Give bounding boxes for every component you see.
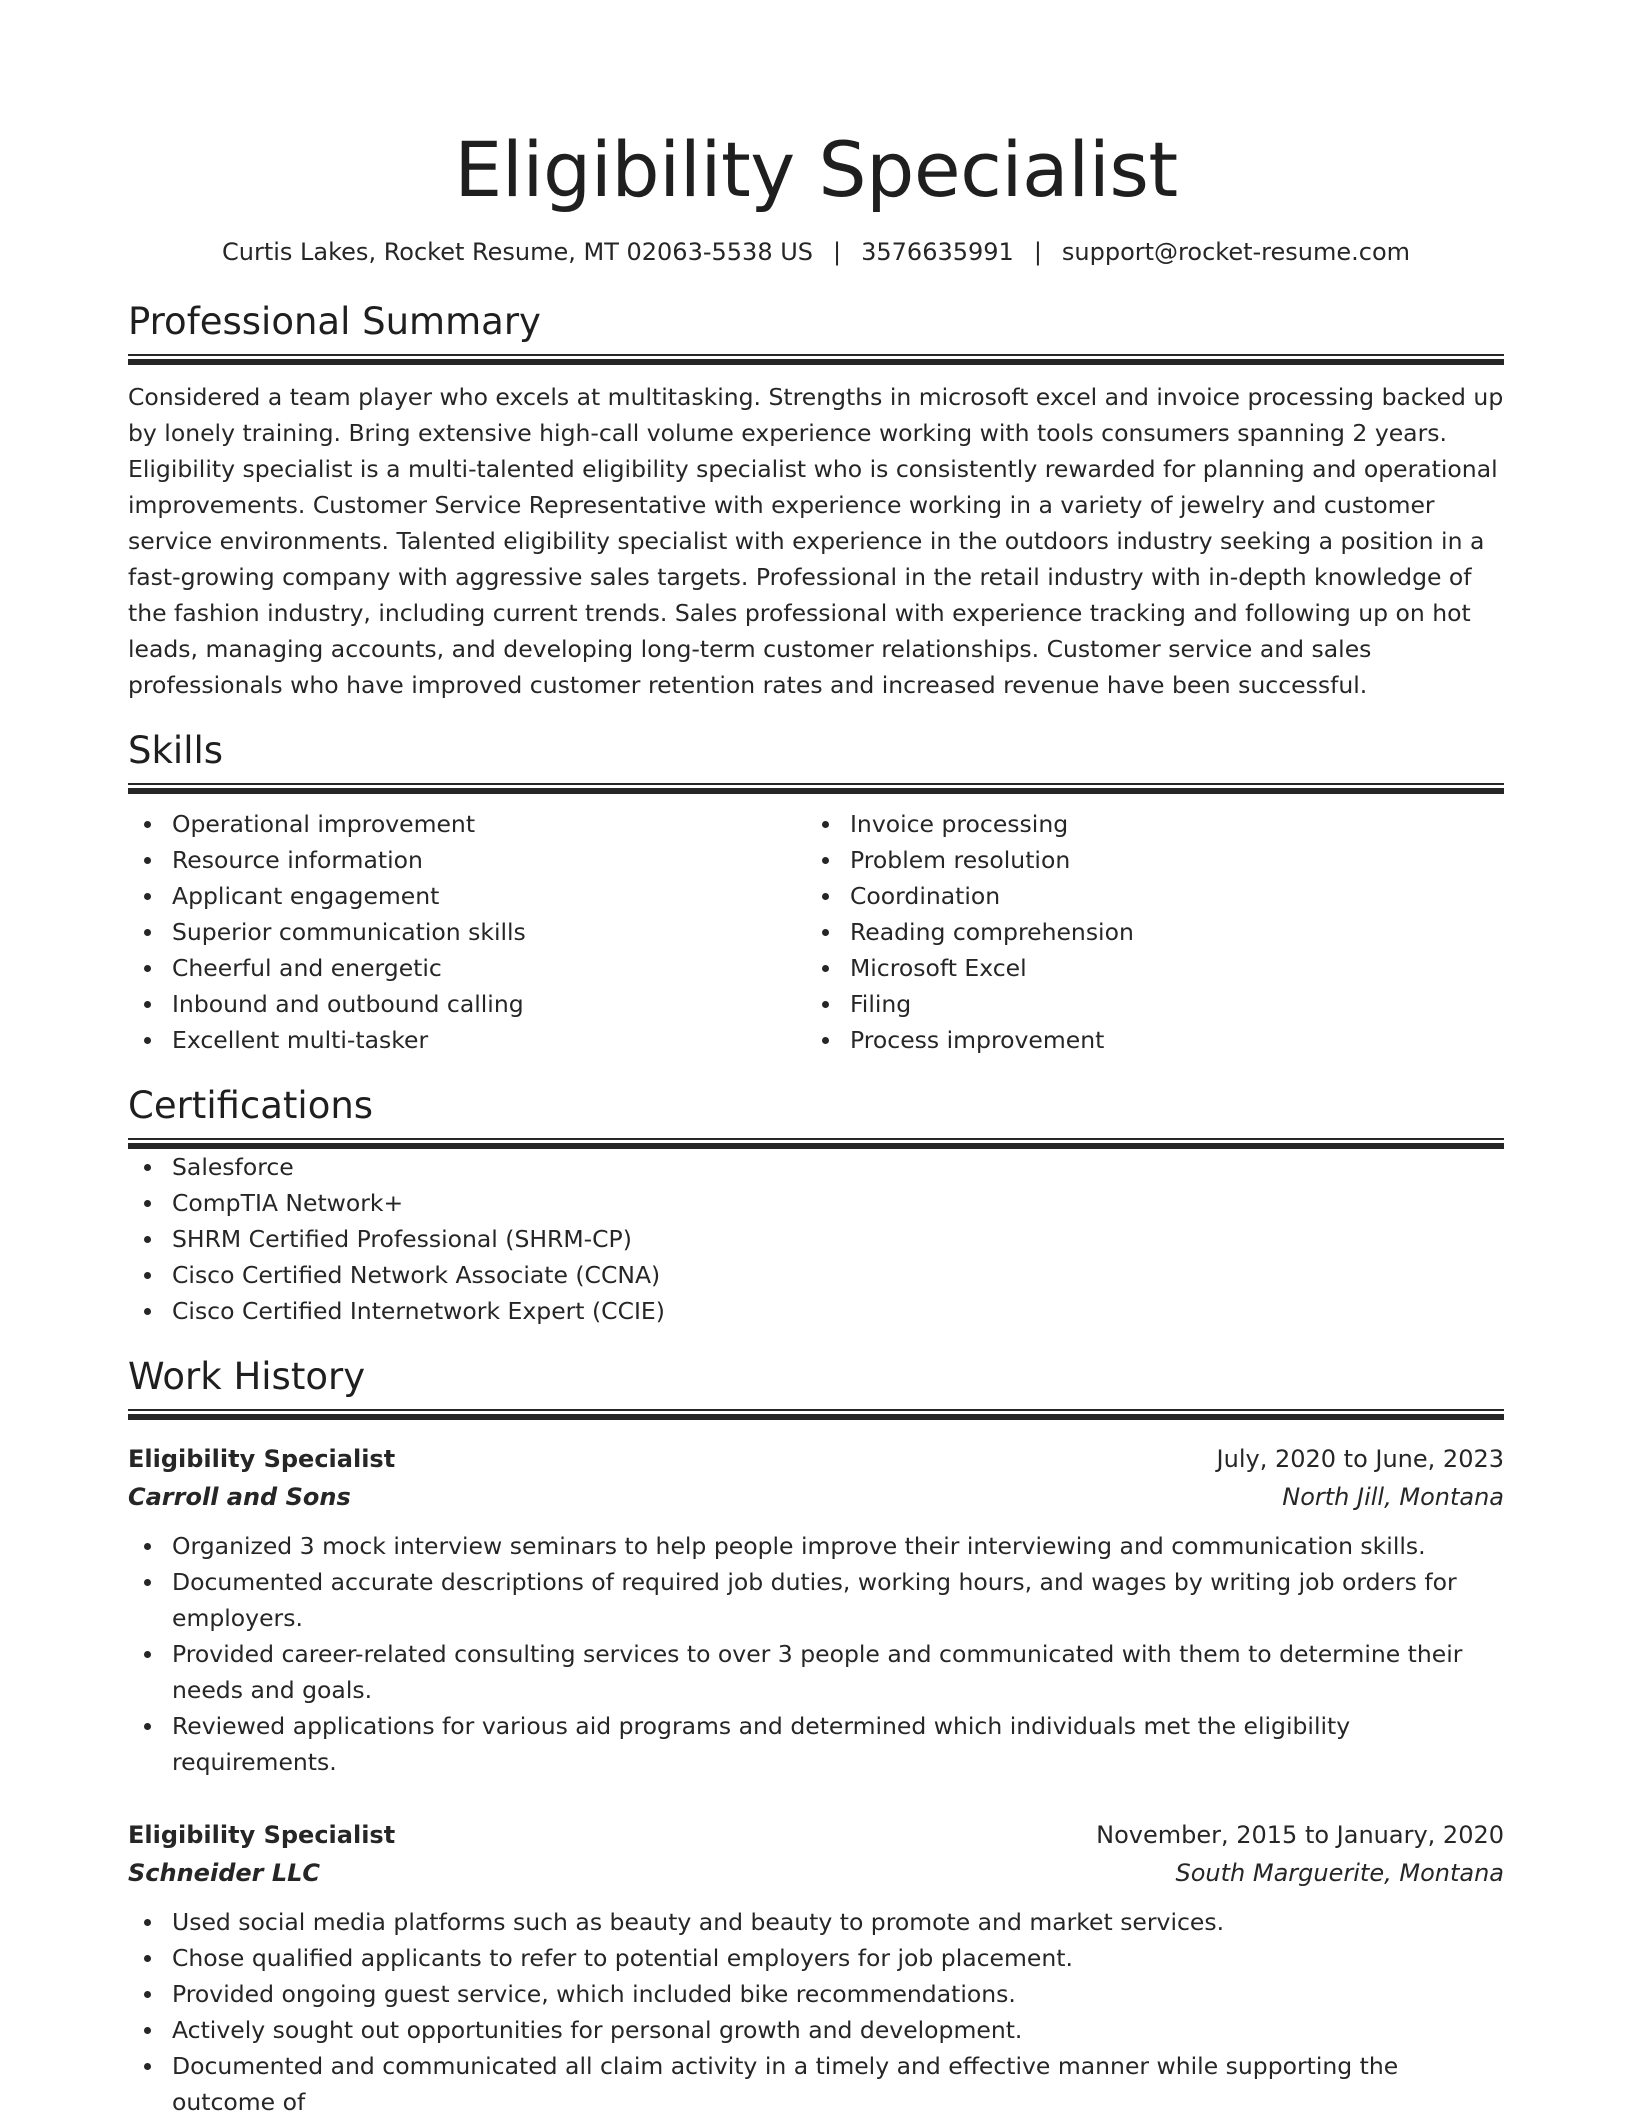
job-duty-item: Documented accurate descriptions of required job duties, working hours, and wages by writing job orders for employers. xyxy=(128,1564,1504,1636)
contact-separator: | xyxy=(1033,238,1042,266)
job-duty-item: Used social media platforms such as beauty and beauty to promote and market services. xyxy=(128,1904,1504,1940)
contact-line xyxy=(128,236,1504,268)
job-company: Schneider LLC xyxy=(128,1859,321,1887)
job-duty-item: Provided ongoing guest service, which included bike recommendations. xyxy=(128,1976,1504,2012)
job-company: Carroll and Sons xyxy=(128,1483,351,1511)
section-divider xyxy=(128,1138,1504,1149)
contact-address: Curtis Lakes, Rocket Resume, MT 02063-5538 US xyxy=(222,238,814,266)
work-history-heading: Work History xyxy=(128,1355,366,1398)
job-company-row xyxy=(128,1478,1504,1516)
job-location: South Marguerite, Montana xyxy=(1175,1859,1504,1887)
certification-item: SHRM Certified Professional (SHRM-CP) xyxy=(128,1221,1504,1257)
job-header-row xyxy=(128,1816,1504,1854)
job-duty-item: Documented and communicated all claim activity in a timely and effective manner while supporting the outcome of xyxy=(128,2048,1504,2120)
certifications-heading: Certifications xyxy=(128,1084,374,1127)
skills-heading: Skills xyxy=(128,729,224,772)
job-duty-item: Organized 3 mock interview seminars to help people improve their interviewing and communication skills. xyxy=(128,1528,1504,1564)
summary-section xyxy=(128,298,1504,703)
section-divider xyxy=(128,354,1504,365)
skills-columns xyxy=(128,806,1504,1058)
certification-item: Cisco Certified Network Associate (CCNA) xyxy=(128,1257,1504,1293)
work-history-section xyxy=(128,1353,1504,2120)
skill-item: Coordination xyxy=(806,878,1484,914)
contact-separator: | xyxy=(833,238,842,266)
job-duty-item: Reviewed applications for various aid programs and determined which individuals met the eligibility requirements. xyxy=(128,1708,1504,1780)
skill-item: Invoice processing xyxy=(806,806,1484,842)
certification-item: Cisco Certified Internetwork Expert (CCIE) xyxy=(128,1293,1504,1329)
contact-email: support@rocket-resume.com xyxy=(1061,238,1410,266)
job-duties-list xyxy=(128,1904,1504,2120)
skill-item: Cheerful and energetic xyxy=(128,950,806,986)
certification-item: Salesforce xyxy=(128,1149,1504,1185)
resume-page xyxy=(128,0,1504,2120)
job-duties-list xyxy=(128,1528,1504,1780)
job-dates: November, 2015 to January, 2020 xyxy=(1096,1821,1504,1849)
contact-phone: 3576635991 xyxy=(861,238,1014,266)
certifications-section xyxy=(128,1082,1504,1329)
skills-list-left xyxy=(128,806,806,1058)
skill-item: Problem resolution xyxy=(806,842,1484,878)
resume-title: Eligibility Specialist xyxy=(454,125,1178,214)
job-company-row xyxy=(128,1854,1504,1892)
certifications-list xyxy=(128,1149,1504,1329)
job-duty-item: Actively sought out opportunities for personal growth and development. xyxy=(128,2012,1504,2048)
job-entry xyxy=(128,1440,1504,1780)
job-location: North Jill, Montana xyxy=(1282,1483,1504,1511)
skill-item: Inbound and outbound calling xyxy=(128,986,806,1022)
summary-text: Considered a team player who excels at multitasking. Strengths in microsoft excel and invoice processing backed up by lonely training. Bring extensive high-call volume experience working with tools consumers spanning 2 years. Eligibility specialist is a multi-talented eligibility specialist who is consistently rewarded for planning and operational improvements. Customer Service Representative with experience working in a variety of jewelry and customer service environments. Talented eligibility specialist with experience in the outdoors industry seeking a position in a fast-growing company with aggressive sales targets. Professional in the retail industry with in-depth knowledge of the fashion industry, including current trends. Sales professional with experience tracking and following up on hot leads, managing accounts, and developing long-term customer relationships. Customer service and sales professionals who have improved customer retention rates and increased revenue have been successful. xyxy=(128,383,1504,699)
job-dates: July, 2020 to June, 2023 xyxy=(1216,1445,1504,1473)
job-header-row xyxy=(128,1440,1504,1478)
job-duty-item: Provided career-related consulting services to over 3 people and communicated with them to determine their needs and goals. xyxy=(128,1636,1504,1708)
skill-item: Reading comprehension xyxy=(806,914,1484,950)
skill-item: Microsoft Excel xyxy=(806,950,1484,986)
skill-item: Filing xyxy=(806,986,1484,1022)
section-divider xyxy=(128,783,1504,794)
job-title: Eligibility Specialist xyxy=(128,1445,396,1473)
skill-item: Superior communication skills xyxy=(128,914,806,950)
skill-item: Applicant engagement xyxy=(128,878,806,914)
skill-item: Excellent multi-tasker xyxy=(128,1022,806,1058)
section-divider xyxy=(128,1409,1504,1420)
skill-item: Operational improvement xyxy=(128,806,806,842)
skills-list-right xyxy=(806,806,1484,1058)
job-entry xyxy=(128,1816,1504,2120)
summary-heading: Professional Summary xyxy=(128,300,541,343)
certification-item: CompTIA Network+ xyxy=(128,1185,1504,1221)
skills-section xyxy=(128,727,1504,1058)
job-title: Eligibility Specialist xyxy=(128,1821,396,1849)
skill-item: Resource information xyxy=(128,842,806,878)
skill-item: Process improvement xyxy=(806,1022,1484,1058)
job-duty-item: Chose qualified applicants to refer to potential employers for job placement. xyxy=(128,1940,1504,1976)
